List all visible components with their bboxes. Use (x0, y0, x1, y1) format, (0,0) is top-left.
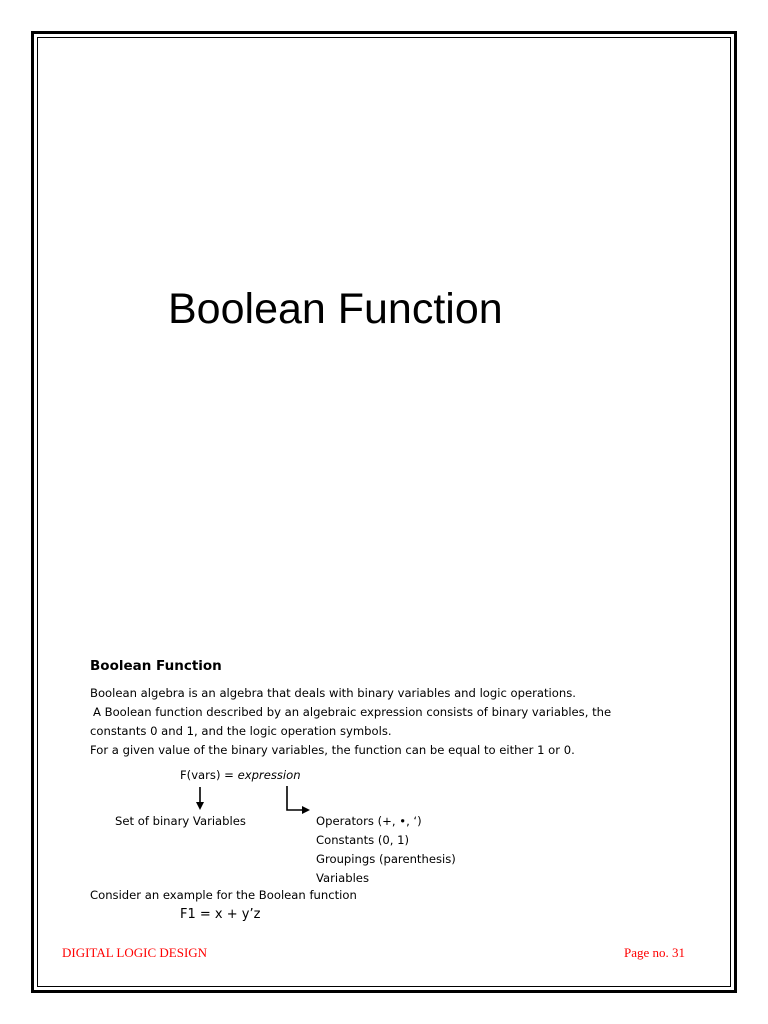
paragraph-line: Boolean algebra is an algebra that deals with binary variables and logic operations. (90, 686, 576, 700)
variables-label: Set of binary Variables (115, 814, 246, 828)
formula-expression: expression (237, 768, 301, 782)
paragraph-line: constants 0 and 1, and the logic operation symbols. (90, 724, 392, 738)
component-item: Groupings (parenthesis) (316, 852, 456, 866)
component-item: Operators (+, •, ‘) (316, 814, 422, 828)
example-intro: Consider an example for the Boolean function (90, 888, 357, 902)
elbow-arrow (287, 786, 306, 810)
component-item: Constants (0, 1) (316, 833, 410, 847)
footer-course-title: DIGITAL LOGIC DESIGN (62, 945, 208, 960)
footer-page-number: Page no. 31 (624, 945, 686, 960)
paragraph-line: A Boolean function described by an algebraic expression consists of binary variables, the (93, 705, 612, 719)
example-equation: F1 = x + y’z (180, 907, 261, 922)
component-item: Variables (316, 871, 369, 885)
expression-components-list (316, 812, 456, 888)
formula-left: F(vars) = (180, 768, 238, 782)
paragraph-line: For a given value of the binary variables, the function can be equal to either 1 or 0. (90, 743, 575, 757)
chapter-title: Boolean Function (168, 285, 503, 333)
section-heading: Boolean Function (90, 658, 222, 674)
